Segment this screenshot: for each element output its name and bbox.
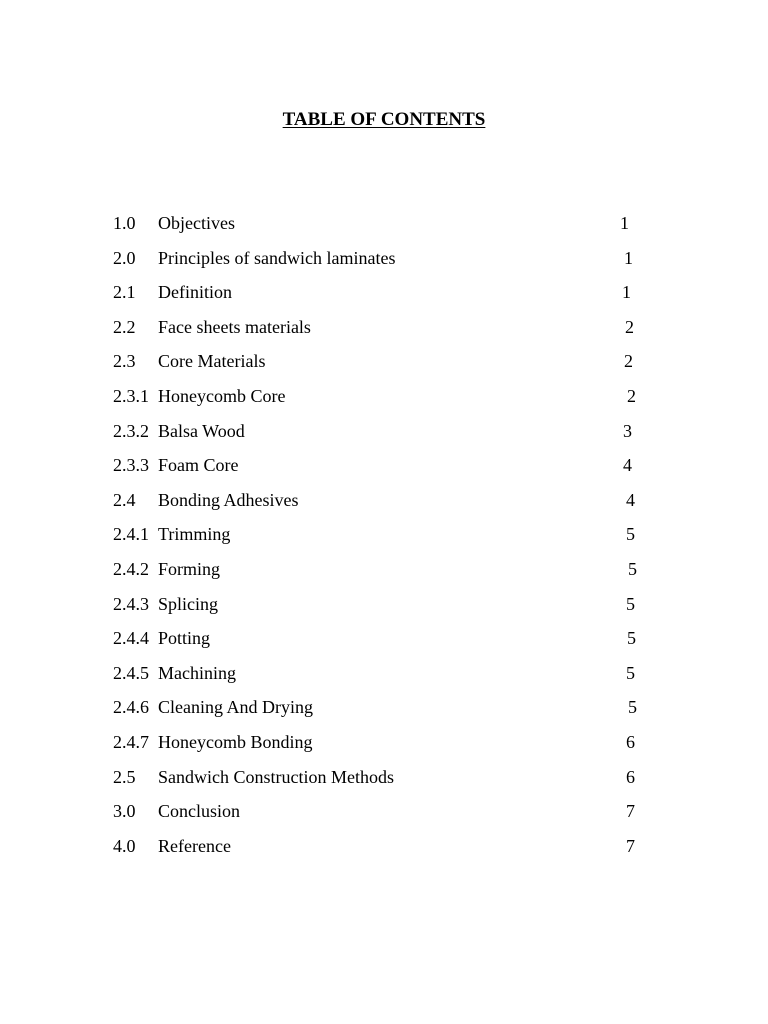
toc-entry-number: 2.4.1 <box>113 524 149 545</box>
toc-entry-label: Objectives <box>158 213 235 233</box>
toc-entry <box>0 626 768 661</box>
toc-entry-page: 1 <box>620 213 629 233</box>
toc-entry-number: 2.5 <box>113 766 136 787</box>
toc-entry-label: Foam Core <box>158 455 239 476</box>
toc-entry-number: 2.2 <box>113 316 136 337</box>
toc-entry-number: 2.4.7 <box>113 731 149 752</box>
toc-entry-label: Conclusion <box>158 801 241 822</box>
toc-entry <box>0 765 768 800</box>
toc-entry <box>0 419 768 454</box>
page-title: TABLE OF CONTENTS <box>282 109 486 130</box>
toc-entry-label: Splicing <box>158 593 219 614</box>
toc-entry-page: 5 <box>627 628 636 649</box>
toc-entry-number: 2.3.2 <box>113 420 149 441</box>
toc-entry-label: Honeycomb Core <box>158 385 286 406</box>
toc-entry-label: Balsa Wood <box>158 420 245 441</box>
toc-entry-number: 2.1 <box>113 282 136 303</box>
toc-entry <box>0 246 768 281</box>
toc-entry-label: Cleaning And Drying <box>158 697 313 718</box>
toc-entry-label: Principles of sandwich laminates <box>158 247 396 268</box>
toc-entry-number: 2.3 <box>113 351 136 372</box>
toc-entry-number: 2.4.6 <box>113 697 149 718</box>
toc-entry-page: 4 <box>626 489 635 510</box>
toc-entry-label: Machining <box>158 662 236 683</box>
toc-entry <box>0 280 768 315</box>
toc-entry <box>0 695 768 730</box>
toc-entry-page: 5 <box>626 662 635 683</box>
toc-entry-label: Definition <box>158 282 232 303</box>
toc-entry-number: 1.0 <box>113 213 136 233</box>
toc-entry <box>0 799 768 834</box>
toc-entry <box>0 453 768 488</box>
toc-entry-page: 1 <box>622 282 631 303</box>
toc-entry <box>0 488 768 523</box>
toc-entry-number: 2.0 <box>113 247 136 268</box>
toc-entry <box>0 592 768 627</box>
toc-entry-page: 2 <box>625 316 634 337</box>
toc-entry-label: Trimming <box>158 524 231 545</box>
toc-entry <box>0 834 768 869</box>
toc-entry-label: Sandwich Construction Methods <box>158 766 394 787</box>
toc-entry-label: Forming <box>158 558 221 579</box>
toc-entry <box>0 522 768 557</box>
toc-entry-page: 7 <box>626 835 635 856</box>
toc-entry <box>0 315 768 350</box>
toc-entry <box>0 557 768 592</box>
toc-entry-label: Honeycomb Bonding <box>158 731 313 752</box>
toc-entry-number: 2.3.1 <box>113 385 149 406</box>
toc-entry-label: Bonding Adhesives <box>158 489 299 510</box>
toc-entry <box>0 211 768 246</box>
toc-entry-label: Potting <box>158 628 211 649</box>
toc-entry-page: 6 <box>626 731 635 752</box>
toc-entry <box>0 349 768 384</box>
toc-list <box>0 211 768 868</box>
toc-entry-page: 5 <box>626 593 635 614</box>
toc-entry-page: 2 <box>627 385 636 406</box>
toc-entry-number: 2.4.4 <box>113 628 149 649</box>
toc-entry-page: 2 <box>624 351 633 372</box>
toc-entry-number: 2.4.5 <box>113 662 149 683</box>
toc-entry-label: Reference <box>158 835 231 856</box>
toc-entry-number: 2.4 <box>113 489 136 510</box>
toc-entry-label: Core Materials <box>158 351 266 372</box>
toc-entry-page: 3 <box>623 420 632 441</box>
toc-entry-page: 5 <box>628 697 637 718</box>
toc-entry-number: 4.0 <box>113 835 136 856</box>
toc-entry <box>0 661 768 696</box>
toc-entry-page: 1 <box>624 247 633 268</box>
toc-entry-page: 7 <box>626 801 635 822</box>
toc-entry-page: 5 <box>628 558 637 579</box>
toc-entry-page: 6 <box>626 766 635 787</box>
toc-entry <box>0 730 768 765</box>
toc-entry-number: 2.4.3 <box>113 593 149 614</box>
toc-entry-label: Face sheets materials <box>158 316 311 337</box>
toc-entry-page: 5 <box>626 524 635 545</box>
toc-entry-number: 2.3.3 <box>113 455 149 476</box>
toc-entry-number: 2.4.2 <box>113 558 149 579</box>
toc-entry-number: 3.0 <box>113 801 136 822</box>
toc-entry-page: 4 <box>623 455 632 476</box>
toc-entry <box>0 384 768 419</box>
